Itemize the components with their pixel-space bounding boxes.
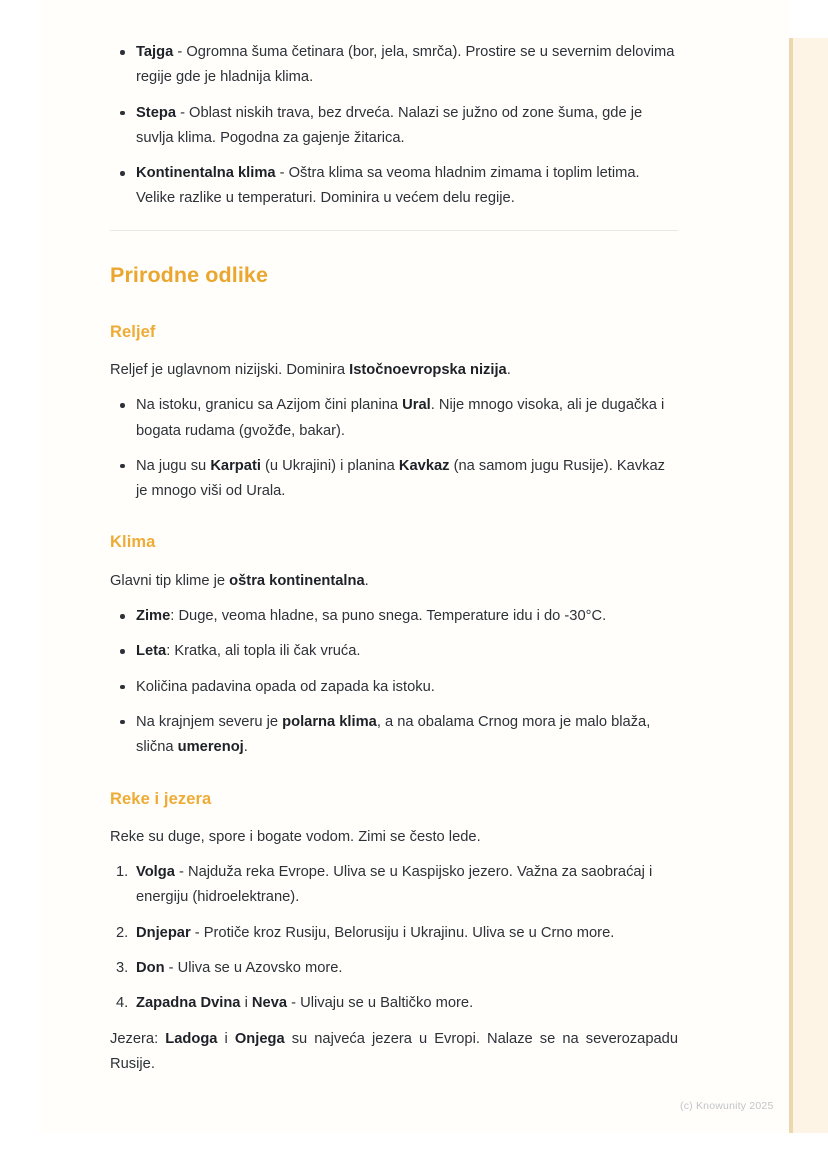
reke-intro-paragraph: Reke su duge, spore i bogate vodom. Zimi se često lede. bbox=[110, 828, 481, 845]
list-item bbox=[110, 991, 678, 1016]
text-fragment: - Uliva se u Azovsko more. bbox=[164, 960, 343, 976]
list-item bbox=[110, 860, 678, 911]
emphasis-term: Ural bbox=[402, 397, 431, 414]
text-fragment: (na samom jugu Rusije). Kavkaz je mnogo viši od Urala. bbox=[136, 457, 666, 500]
emphasis-term: Neva bbox=[251, 995, 288, 1012]
list-item bbox=[110, 956, 678, 981]
subsection-heading-reljef: Reljef bbox=[110, 322, 156, 341]
text-fragment: . bbox=[243, 739, 248, 756]
term-label: Kontinentalna klima bbox=[136, 165, 276, 182]
text-fragment: . bbox=[506, 362, 511, 379]
text-fragment: (u Ukrajini) i planina bbox=[260, 457, 399, 474]
list-item bbox=[110, 161, 678, 212]
list-item bbox=[110, 101, 678, 152]
term-label: Tajga bbox=[136, 44, 174, 60]
emphasis-term: Zapadna Dvina bbox=[136, 995, 241, 1012]
text-fragment: Na istoku, granicu sa Azijom čini planina bbox=[136, 397, 403, 414]
text-fragment: Glavni tip klime je bbox=[110, 572, 230, 589]
text-fragment: - Najduža reka Evrope. Uliva se u Kaspijsko jezero. Važna za saobraćaj i energiju (hidroelektrane). bbox=[136, 864, 653, 906]
emphasis-term: Ladoga bbox=[165, 1030, 218, 1047]
list-item bbox=[110, 675, 678, 700]
text-fragment: Na krajnjem severu je bbox=[136, 713, 283, 730]
reke-ordered-list bbox=[110, 860, 678, 1016]
section-heading-prirodne-odlike: Prirodne odlike bbox=[110, 262, 269, 287]
footer-watermark: (c) Knowunity 2025 bbox=[680, 1100, 774, 1112]
emphasis-term: Volga bbox=[136, 864, 175, 881]
list-item bbox=[110, 710, 678, 761]
list-item bbox=[110, 604, 678, 629]
text-fragment: Količina padavina opada od zapada ka istoku. bbox=[136, 678, 435, 695]
emphasis-term: Karpati bbox=[210, 457, 261, 474]
term-label: Stepa bbox=[136, 104, 176, 121]
text-fragment: su najveća jezera u Evropi. Nalaze se na severozapadu Rusije. bbox=[110, 1030, 678, 1072]
text-fragment: : Duge, veoma hladne, sa puno snega. Temperature idu i do -30°C. bbox=[170, 608, 607, 625]
document-page bbox=[40, 0, 790, 1133]
lakes-paragraph bbox=[110, 1027, 678, 1078]
emphasis-term: Istočnoevropska nizija bbox=[349, 362, 507, 379]
list-item bbox=[110, 639, 678, 664]
reljef-intro-paragraph bbox=[110, 358, 678, 383]
text-fragment: Na jugu su bbox=[136, 457, 211, 474]
text-fragment: - Ulivaju se u Baltičko more. bbox=[287, 995, 474, 1012]
emphasis-term: Onjega bbox=[234, 1030, 285, 1047]
section-divider bbox=[110, 230, 678, 231]
term-description: - Oštra klima sa veoma hladnim zimama i toplim letima. Velike razlike u temperaturi. Dominira u većem delu regije. bbox=[136, 165, 640, 207]
emphasis-term: Leta bbox=[136, 643, 167, 660]
term-description: - Oblast niskih trava, bez drveća. Nalazi se južno od zone šuma, gde je suvlja klima. Pogodna za gajenje žitarica. bbox=[136, 104, 643, 146]
klima-intro-paragraph bbox=[110, 569, 678, 594]
text-fragment: - Protiče kroz Rusiju, Belorusiju i Ukrajinu. Uliva se u Crno more. bbox=[190, 924, 615, 941]
emphasis-term: Kavkaz bbox=[398, 457, 450, 474]
text-fragment: Jezera: bbox=[110, 1030, 166, 1047]
terms-list bbox=[110, 40, 678, 212]
list-item bbox=[110, 454, 678, 505]
text-fragment: : Kratka, ali topla ili čak vruća. bbox=[166, 643, 361, 660]
list-item bbox=[110, 921, 678, 946]
reljef-list bbox=[110, 393, 678, 504]
list-item bbox=[110, 393, 678, 444]
text-fragment: Reljef je uglavnom nizijski. Dominira bbox=[110, 362, 350, 379]
emphasis-term: oštra kontinentalna bbox=[229, 572, 365, 589]
text-fragment: i bbox=[217, 1030, 235, 1047]
subsection-heading-reke-i-jezera: Reke i jezera bbox=[110, 789, 212, 808]
term-description: - Ogromna šuma četinara (bor, jela, smrča). Prostire se u severnim delovima regije gde je hladnija klima. bbox=[136, 44, 675, 86]
emphasis-term: Zime bbox=[136, 608, 171, 625]
subsection-heading-klima: Klima bbox=[110, 533, 156, 552]
text-fragment: i bbox=[240, 995, 252, 1012]
text-fragment: . Nije mnogo visoka, ali je dugačka i bogata rudama (gvožđe, bakar). bbox=[136, 397, 665, 439]
list-item bbox=[110, 40, 678, 91]
emphasis-term: Dnjepar bbox=[136, 924, 191, 941]
document-content bbox=[110, 30, 678, 1083]
emphasis-term: umerenoj bbox=[177, 739, 244, 756]
page-right-accent-strip bbox=[789, 38, 828, 1133]
emphasis-term: polarna klima bbox=[282, 713, 377, 730]
klima-list bbox=[110, 604, 678, 760]
emphasis-term: Don bbox=[136, 960, 165, 976]
text-fragment: , a na obalama Crnog mora je malo blaža, slična bbox=[136, 713, 651, 756]
text-fragment: . bbox=[364, 572, 369, 589]
